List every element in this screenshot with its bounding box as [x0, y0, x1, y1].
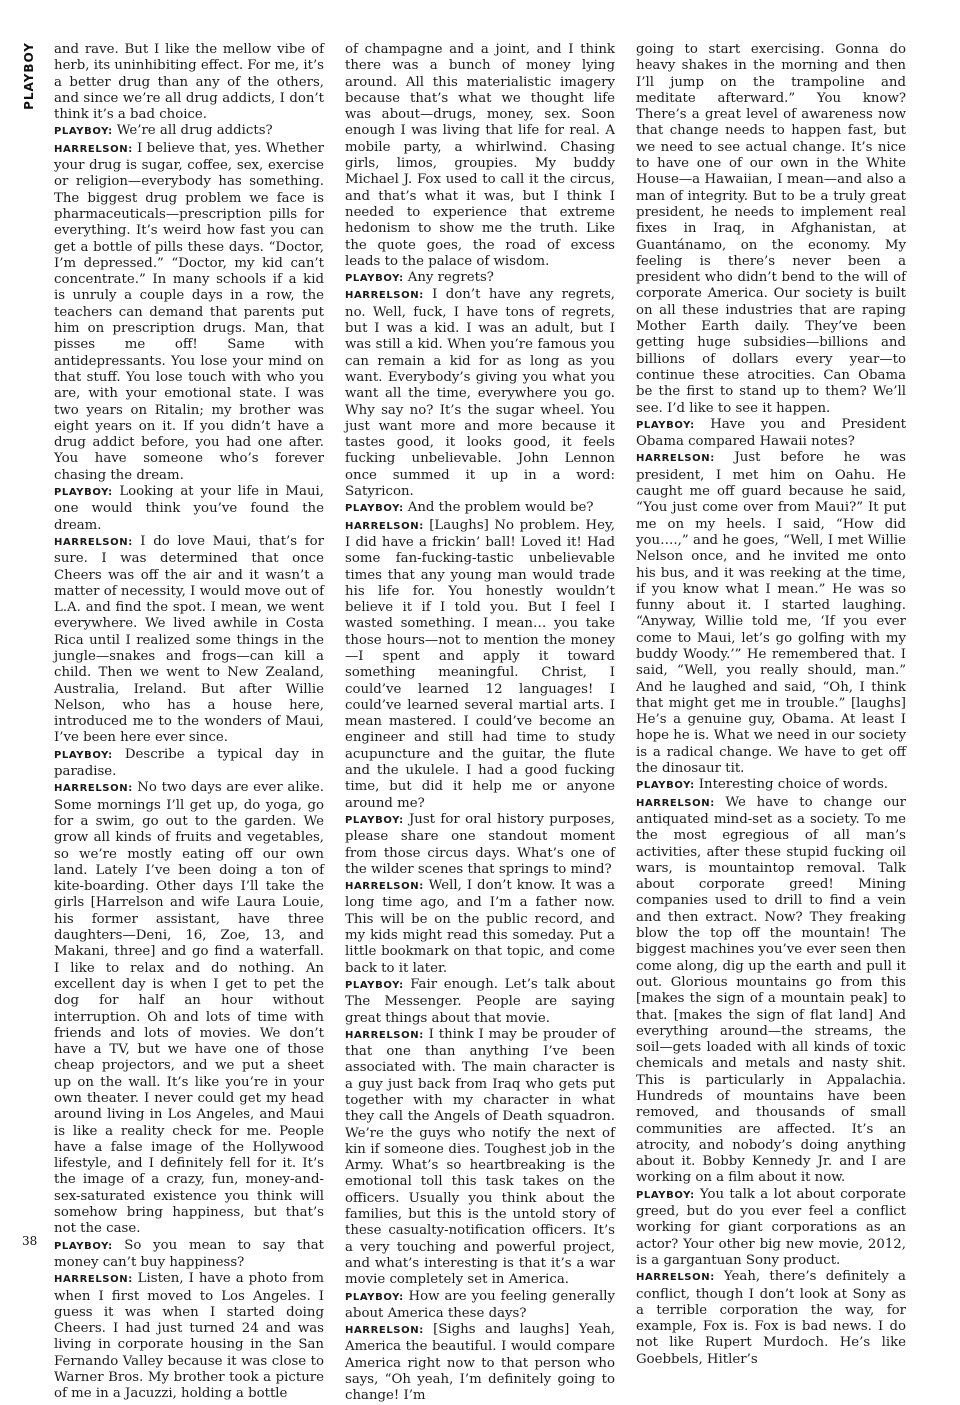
paragraph-text: How are you feeling generally about America these days? — [345, 1288, 615, 1321]
speaker-label: HARRELSON : — [345, 521, 429, 532]
text-column-3 — [636, 42, 907, 1367]
interview-paragraph — [345, 1322, 615, 1404]
paragraph-text: We’re all drug addicts? — [116, 123, 273, 139]
paragraph-text: I do love Maui, that’s for sure. I was determined that once Cheers was off the air and it wasn’t a matter of necessity, I would move out of L.A. and find the spot. I mean, we went everywhere. We lived awhile in Costa Rica until I realized some things in the jungle—snakes and frogs—can kill a child. Then we went to New Zealand, Australia, Ireland. But after Willie Nelson, who has a house here, introduced me to the wonders of Maui, I’ve been here ever since. — [54, 533, 325, 746]
paragraph-text: Yeah, there’s definitely a conflict, though I don’t look at Sony as a terrible corporation the way, for example, Fox is. Fox is bad news. I do not like Rupert Murdoch. He’s like Goebbels, Hitler’s — [636, 1269, 906, 1367]
speaker-label: PLAYBOY : — [345, 503, 408, 514]
interview-paragraph — [636, 795, 906, 1187]
interview-paragraph — [345, 1027, 615, 1289]
paragraph-text: I think I may be prouder of that one than anything I’ve been associated with. The main character is a guy just back from Iraq who gets put together with my character in what they call the Angels of Death squadron. We’re the guys who notify the next of kin if someone dies. Toughest job in the Army. What’s so heartbreaking is the emotional toll this task takes on the officers. Usually you think about the families, but this is the untold story of these casualty-notification officers. It’s a very touching and powerful project, and what’s interesting is that it’s a war movie completely set in America. — [345, 1026, 615, 1288]
interview-paragraph — [345, 270, 615, 287]
speaker-label: HARRELSON : — [345, 1030, 429, 1041]
interview-paragraph — [54, 1238, 324, 1272]
paragraph-text: Any regrets? — [407, 270, 494, 286]
paragraph-text: of champagne and a joint, and I think there was a bunch of money lying around. All this materialistic imagery because that’s what we thought life was about—drugs, money, sex. Soon enough I was living that life for real. A mobile party, a whirlwind. Chasing girls, limos, groupies. My buddy Michael J. Fox used to call it the circus, and that’s what it was, but I think I needed to experience that extreme hedonism to show me the truth. Like the quote goes, the road of excess leads to the palace of wisdom. — [345, 42, 615, 269]
speaker-label: PLAYBOY : — [54, 487, 119, 498]
speaker-label: PLAYBOY : — [54, 1241, 124, 1252]
paragraph-text: Interesting choice of words. — [698, 777, 889, 793]
speaker-label: PLAYBOY : — [345, 815, 409, 826]
paragraph-text: Well, I don’t know. It was a long time ago, and I’m a father now. This will be on the public record, and my kids might read this someday. Put a little bookmark on that topic, and come back to it later. — [345, 878, 615, 976]
interview-paragraph — [636, 777, 906, 794]
paragraph-text: So you mean to say that money can’t buy happiness? — [54, 1237, 325, 1270]
speaker-label: HARRELSON : — [54, 783, 137, 794]
interview-paragraph — [54, 484, 324, 534]
text-column-1 — [54, 42, 325, 1402]
interview-paragraph — [636, 42, 906, 417]
paragraph-text: I believe that, yes. Whether your drug is sugar, coffee, sex, exercise or religion—everybody has something. The biggest drug problem we face is pharmaceuticals—prescription pills for everything. It’s weird how fast you can get a bottle of pills these days. “Doctor, I’m depressed.” “Doctor, my kid can’t concentrate.” In many schools if a kid is unruly a couple days in a row, the teachers can demand that parents put him on prescription drugs. Man, that pisses me off! Same with antidepressants. You lose your mind on that stuff. You lose touch with who you are, with your emotional state. I was two years on Ritalin; my brother was eight years on it. If you didn’t have a drug addict before, you had one after. You have someone who’s forever chasing the dream. — [54, 140, 324, 483]
paragraph-text: and rave. But I like the mellow vibe of herb, its uninhibiting effect. For me, it’s a better drug than any of the others, and since we’re all drug addicts, I don’t think it’s a bad choice. — [54, 42, 324, 123]
paragraph-text: Just for oral history purposes, please share one standout moment from those circus days. What’s one of the wilder scenes that springs to mind? — [345, 811, 615, 877]
paragraph-text: Fair enough. Let’s talk about The Messenger. People are saying great things about that movie. — [345, 976, 615, 1026]
page-number: 38 — [22, 1234, 38, 1248]
speaker-label: HARRELSON : — [54, 144, 137, 155]
interview-paragraph — [636, 417, 906, 451]
paragraph-text: We have to change our antiquated mind-set as a society. To me the most egregious of all man’s activities, after these stupid fucking oil wars, is mountaintop removal. Talk about corporate greed! Mining companies used to drill to find a vein and then extract. Now? They freaking blow the top off the mountain! The biggest machines you’ve ever seen then come along, dig up the earth and pull it out. Glorious mountains go from this [makes the sign of a mountain peak] to that. [makes the sign of flat land] And everything around—the streams, the soil—gets loaded with all kinds of toxic chemicals and metals and nasty shit. This is particularly in Appalachia. Hundreds of mountains have been removed, and thousands of small communities are affected. It’s an atrocity, and nobody’s doing anything about it. Bobby Kennedy Jr. and I are working on a film about it now. — [636, 794, 906, 1186]
interview-paragraph — [54, 141, 324, 484]
interview-paragraph — [636, 1187, 906, 1269]
interview-paragraph — [345, 1289, 615, 1323]
paragraph-text: I don’t have any regrets, no. Well, fuck, I have tons of regrets, but I was a kid. I was an adult, but I was still a kid. When you’re famous you can remain a kid for as long as you want. Everybody’s giving you what you want all the time, everywhere you go. Why say no? It’s the sugar wheel. You just want more and more because it tastes good, it looks good, it feels fucking unbelievable. John Lennon once summed it up in a word: Satyricon. — [345, 287, 615, 500]
interview-paragraph — [345, 500, 615, 517]
paragraph-text: [Laughs] No problem. Hey, I did have a frickin’ ball! Loved it! Had some fan-fucking-tastic unbelievable times that any young man would trade his life for. You honestly wouldn’t believe it if I told you. But I feel I wasted something. I mean… you take those hours—not to mention the money—I spent and apply it toward something meaningful. Christ, I could’ve learned 12 languages! I could’ve learned several martial arts. I mean mastered. I could’ve become an engineer and still had time to study acupuncture and the guitar, the flute and the ukulele. I had a good fucking time, but did it help me or anyone around me? — [345, 517, 615, 811]
speaker-label: PLAYBOY : — [54, 126, 117, 137]
speaker-label: PLAYBOY : — [345, 1292, 409, 1303]
interview-paragraph — [345, 518, 615, 812]
interview-paragraph — [636, 450, 906, 777]
interview-paragraph — [345, 287, 615, 500]
paragraph-text: Just before he was president, I met him on Oahu. He caught me off guard because he said, “You just come over from Maui?” It put me on my heels. I said, “How did you….,” and he goes, “Well, I met Willie Nelson once, and he invited me onto his bus, and it was reeking at the time, if you know what I mean.” He was so funny about it. I started laughing. “Anyway, Willie told me, ‘If you ever come to Maui, let’s go golfing with my buddy Woody.’” He remembered that. I said, “Well, you really should, man.” And he laughed and said, “Oh, I think that might get me in trouble.” [laughs] He’s a genuine guy, Obama. At least I hope he is. What we need in our society is a radical change. We have to get off the dinosaur tit. — [636, 450, 907, 777]
speaker-label: HARRELSON : — [54, 537, 140, 548]
paragraph-text: Listen, I have a photo from when I first moved to Los Angeles. I guess it was when I started doing Cheers. I had just turned 24 and was living in corporate housing in the San Fernando Valley because it was close to Warner Bros. My brother took a picture of me in a Jacuzzi, holding a bottle — [54, 1271, 324, 1402]
interview-paragraph — [54, 534, 324, 747]
speaker-label: PLAYBOY : — [54, 750, 125, 761]
interview-paragraph — [54, 780, 324, 1237]
paragraph-text: going to start exercising. Gonna do heavy shakes in the morning and then I’ll jump on the trampoline and meditate afterward.” You know? There’s a great level of awareness now that change needs to happen fast, but we need to see actual change. It’s nice to have one of our own in the White House—a Hawaiian, I mean—and also a man of integrity. But to be a truly great president, he needs to implement real fixes in Iraq, in Afghanistan, at Guantánamo, on the economy. My feeling is there’s never been a president who didn’t bend to the will of corporate America. Our society is built on all these industries that are raping Mother Earth daily. They’ve been getting huge subsidies—billions and billions of dollars every year—to continue these atrocities. Can Obama be the first to stand up to them? We’ll see. I’d like to see it happen. — [636, 42, 906, 416]
speaker-label: PLAYBOY : — [345, 273, 408, 284]
interview-paragraph — [345, 42, 615, 270]
paragraph-text: Describe a typical day in paradise. — [54, 746, 325, 780]
text-column-2 — [345, 42, 615, 1404]
interview-paragraph — [54, 1271, 324, 1402]
speaker-label: HARRELSON : — [345, 290, 432, 301]
speaker-label: HARRELSON : — [636, 1272, 724, 1283]
speaker-label: HARRELSON : — [345, 1325, 433, 1336]
speaker-label: PLAYBOY : — [345, 980, 410, 991]
interview-paragraph — [345, 977, 615, 1027]
paragraph-text: Have you and President Obama compared Hawaii notes? — [636, 416, 906, 450]
interview-paragraph — [636, 1269, 906, 1368]
speaker-label: HARRELSON : — [345, 881, 429, 892]
paragraph-text: Looking at your life in Maui, one would think you’ve found the dream. — [54, 484, 324, 533]
speaker-label: PLAYBOY : — [636, 420, 710, 431]
paragraph-text: No two days are ever alike. Some mornings I’ll get up, do yoga, go for a swim, go out to the garden. We grow all kinds of fruits and vegetables, so we’re mostly eating off our own land. Lately I’ve been doing a ton of kite-boarding. Other days I’ll take the girls [Harrelson and wife Laura Louie, his former assistant, have three daughters—Deni, 16, Zoe, 13, and Makani, three] and go find a waterfall. I like to relax and do nothing. An excellent day is when I get to pet the dog for half an hour without interruption. Oh and lots of time with friends and lots of movies. We don’t have a TV, but we have one of those cheap projectors, and we put a sheet up on the wall. It’s like you’re in your own theater. I never could get my head around living in Los Angeles, and Maui is like a reality check for me. People have a false image of the Hollywood lifestyle, and I definitely fell for it. It’s the image of a crazy, fun, money-and-sex-saturated existence you think will somehow bring happiness, but that’s not the case. — [54, 780, 325, 1237]
speaker-label: HARRELSON : — [636, 453, 734, 464]
interview-paragraph — [54, 747, 324, 781]
interview-paragraph — [54, 42, 324, 123]
magazine-masthead: PLAYBOY — [22, 42, 36, 110]
speaker-label: PLAYBOY : — [636, 1190, 700, 1201]
speaker-label: PLAYBOY : — [636, 780, 699, 791]
interview-paragraph — [54, 123, 324, 140]
paragraph-text: You talk a lot about corporate greed, but do you ever feel a conflict working for giant corporations as an actor? Your other big new movie, 2012, is a gargantuan Sony product. — [636, 1186, 907, 1268]
paragraph-text: And the problem would be? — [407, 500, 594, 516]
speaker-label: HARRELSON : — [636, 798, 725, 809]
interview-paragraph — [345, 812, 615, 878]
speaker-label: HARRELSON : — [54, 1274, 138, 1285]
interview-paragraph — [345, 878, 615, 977]
paragraph-text: [Sighs and laughs] Yeah, America the beautiful. I would compare America right now to that person who says, “Oh yeah, I’m definitely going to change! I’m — [345, 1322, 615, 1404]
